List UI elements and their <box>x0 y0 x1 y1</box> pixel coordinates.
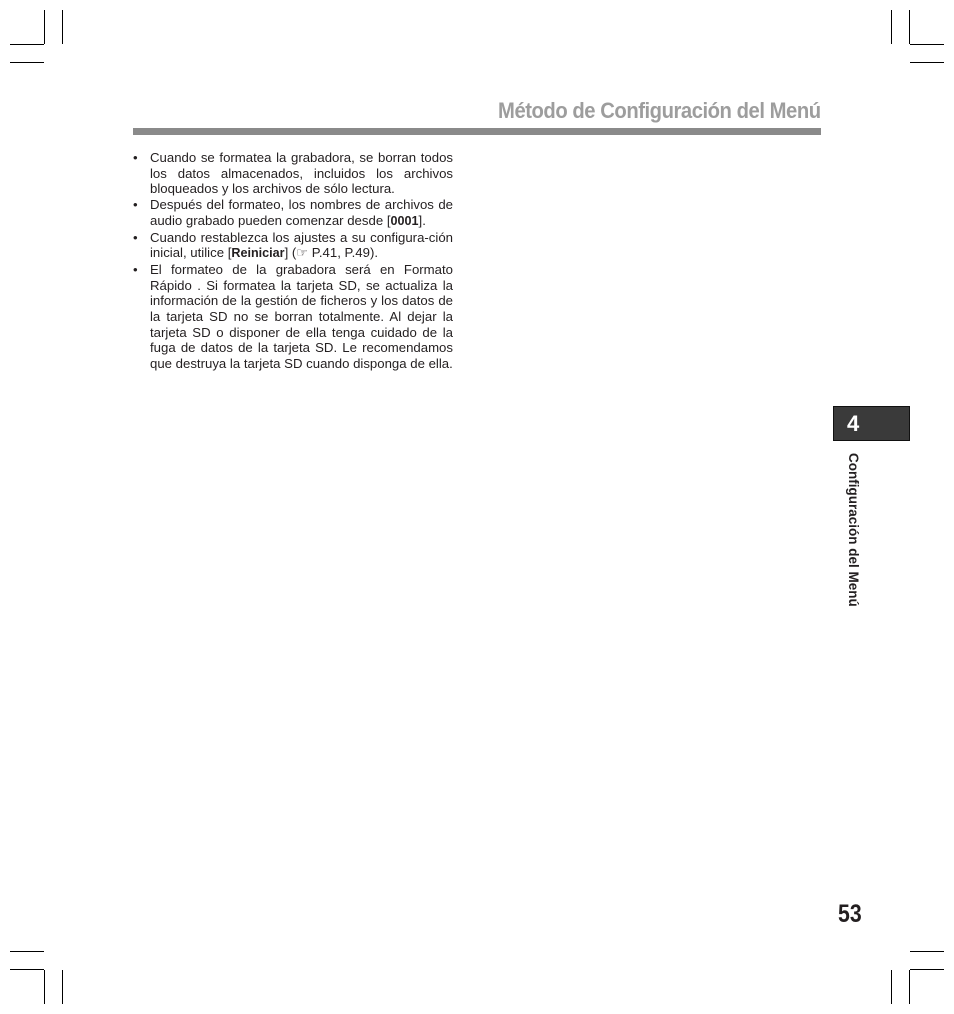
crop-mark <box>62 970 63 1004</box>
chapter-tab <box>833 406 910 441</box>
bullet-text: El formateo de la grabadora será en Formato Rápido . Si formatea la tarjeta SD, se actualiza la información de la gestión de ficheros y los datos de la tarjeta SD no se borran totalmente. Al dejar la tarjeta SD o disponer de ella tenga cuidado de la fuga de datos de la tarjeta SD. Le recomendamos que destruya la tarjeta SD cuando disponga de ella. <box>150 261 457 372</box>
crop-mark <box>10 44 44 45</box>
crop-mark <box>44 10 45 44</box>
bullet-list <box>133 150 457 372</box>
crop-mark <box>10 62 44 63</box>
bullet-symbol: • <box>133 197 138 213</box>
crop-mark <box>910 951 944 952</box>
bullet-text: Cuando restablezca los ajustes a su configura-ción inicial, utilice [ <box>150 229 457 261</box>
bullet-text: ]. <box>418 212 426 228</box>
chapter-number: 4 <box>847 411 860 436</box>
list-item <box>133 197 457 229</box>
crop-mark <box>891 10 892 44</box>
bullet-text: ] (☞ P.41, P.49). <box>284 245 379 261</box>
header-rule <box>133 128 821 135</box>
list-item <box>133 150 457 197</box>
crop-mark <box>909 10 910 44</box>
crop-mark <box>62 10 63 44</box>
bullet-bold-value: 0001 <box>390 213 419 228</box>
crop-mark <box>910 44 944 45</box>
bullet-text: Después del formateo, los nombres de archivos de audio grabado pueden comenzar desde [ <box>150 197 457 228</box>
page-number: 53 <box>838 900 862 928</box>
bullet-bold-value: Reiniciar <box>231 246 285 261</box>
crop-mark <box>10 951 44 952</box>
page-title: Método de Configuración del Menú <box>498 98 821 123</box>
bullet-text: Cuando se formatea la grabadora, se borran todos los datos almacenados, incluidos los archivos bloqueados y los archivos de sólo lectura. <box>150 150 457 197</box>
crop-mark <box>909 970 910 1004</box>
crop-mark <box>910 62 944 63</box>
list-item <box>133 229 457 262</box>
bullet-symbol: • <box>133 150 138 165</box>
crop-mark <box>910 969 944 970</box>
crop-mark <box>44 970 45 1004</box>
bullet-symbol: • <box>133 229 138 245</box>
crop-mark <box>891 970 892 1004</box>
chapter-label: Configuración del Menú <box>846 453 861 607</box>
list-item <box>133 261 457 372</box>
crop-mark <box>10 969 44 970</box>
bullet-symbol: • <box>133 261 138 277</box>
chapter-side-label <box>844 453 862 623</box>
